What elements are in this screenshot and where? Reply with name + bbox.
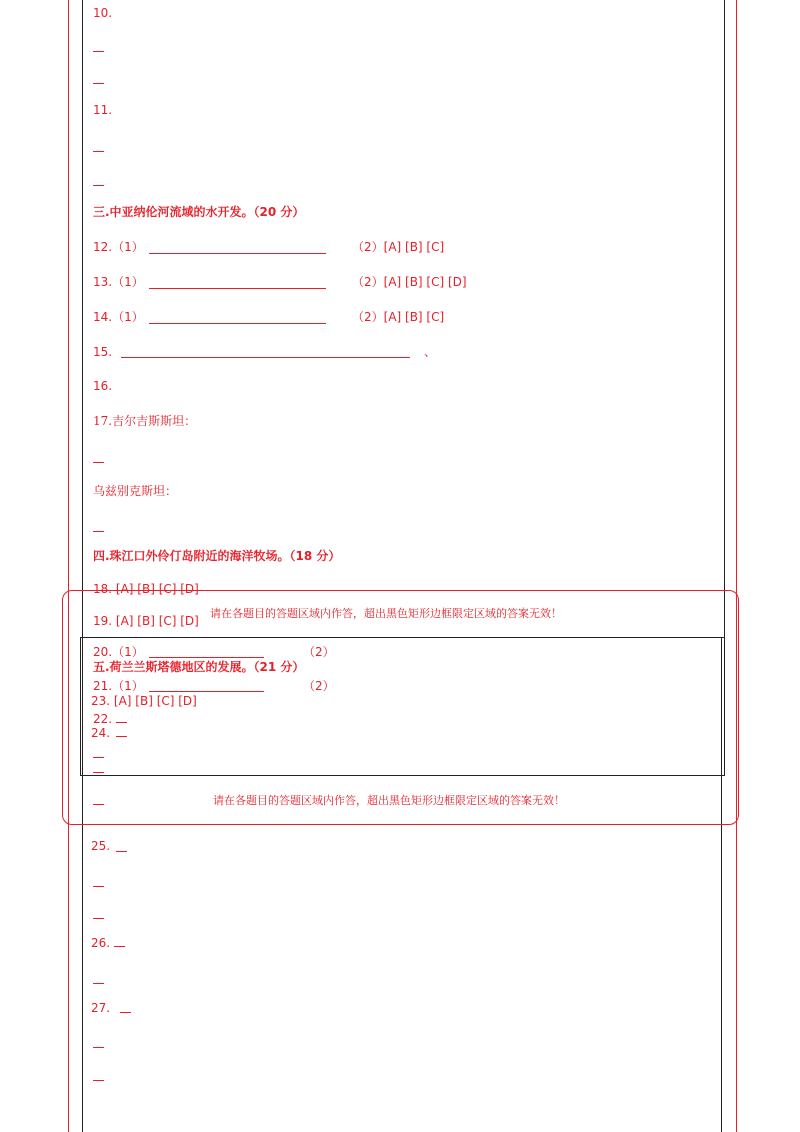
answer-frame-left	[82, 0, 83, 1132]
section-5-heading: 五.荷兰兰斯塔德地区的发展。（21 分）	[93, 660, 305, 674]
question-14-part2: （2）[A] [B] [C]	[352, 310, 445, 324]
question-24: 24.	[91, 726, 111, 740]
question-16: 16.	[93, 379, 113, 393]
question-12-part2: （2）[A] [B] [C]	[352, 240, 445, 254]
answer-dash[interactable]	[93, 804, 104, 805]
answer-dash[interactable]	[114, 946, 125, 947]
answer-dash[interactable]	[93, 51, 104, 52]
question-21-part2: （2）	[303, 679, 335, 693]
question-17-uzbekistan: 乌兹别克斯坦：	[93, 484, 178, 498]
question-27: 27.	[91, 1001, 111, 1015]
page-border-right-red	[736, 0, 737, 1132]
answer-dash[interactable]	[93, 462, 104, 463]
answer-dash[interactable]	[93, 151, 104, 152]
question-15-blank[interactable]	[121, 357, 410, 358]
answer-dash[interactable]	[93, 1080, 104, 1081]
answer-dash[interactable]	[116, 736, 127, 737]
question-21-blank[interactable]	[149, 691, 264, 692]
answer-dash[interactable]	[116, 851, 127, 852]
question-20-part2: （2）	[303, 645, 335, 659]
section-3-heading: 三.中亚纳伦河流域的水开发。（20 分）	[93, 205, 305, 219]
question-26: 26.	[91, 936, 111, 950]
question-13-label: 13.（1）	[93, 275, 144, 289]
question-20-blank[interactable]	[149, 657, 264, 658]
question-10: 10.	[93, 6, 113, 20]
page-border-left-red	[68, 0, 69, 1132]
question-14-blank[interactable]	[149, 323, 326, 324]
question-13-part2: （2）[A] [B] [C] [D]	[352, 275, 467, 289]
answer-dash[interactable]	[93, 886, 104, 887]
answer-dash[interactable]	[116, 722, 127, 723]
question-18: 18. [A] [B] [C] [D]	[93, 582, 199, 596]
answer-dash[interactable]	[93, 918, 104, 919]
notice-bottom: 请在各题目的答题区域内作答，超出黑色矩形边框限定区域的答案无效！	[213, 794, 565, 807]
answer-dash[interactable]	[93, 772, 104, 773]
answer-dash[interactable]	[120, 1012, 131, 1013]
answer-dash[interactable]	[93, 531, 104, 532]
question-12-blank[interactable]	[149, 253, 326, 254]
answer-dash[interactable]	[93, 757, 104, 758]
question-12-label: 12.（1）	[93, 240, 144, 254]
question-21-label: 21.（1）	[93, 679, 144, 693]
question-11: 11.	[93, 103, 113, 117]
question-20-label: 20.（1）	[93, 645, 144, 659]
question-17-kyrgyzstan: 17.吉尔吉斯斯坦：	[93, 414, 197, 428]
answer-dash[interactable]	[93, 83, 104, 84]
notice-top: 请在各题目的答题区域内作答，超出黑色矩形边框限定区域的答案无效！	[210, 607, 562, 620]
question-23: 23. [A] [B] [C] [D]	[91, 694, 197, 708]
question-14-label: 14.（1）	[93, 310, 144, 324]
section-4-heading: 四.珠江口外伶仃岛附近的海洋牧场。（18 分）	[93, 549, 341, 563]
answer-dash[interactable]	[93, 185, 104, 186]
answer-dash[interactable]	[93, 983, 104, 984]
question-15-separator: 、	[424, 345, 437, 359]
question-22: 22.	[93, 712, 113, 726]
question-25: 25.	[91, 839, 111, 853]
question-19: 19. [A] [B] [C] [D]	[93, 614, 199, 628]
question-15-label: 15.	[93, 345, 113, 359]
answer-dash[interactable]	[93, 1047, 104, 1048]
question-13-blank[interactable]	[149, 288, 326, 289]
